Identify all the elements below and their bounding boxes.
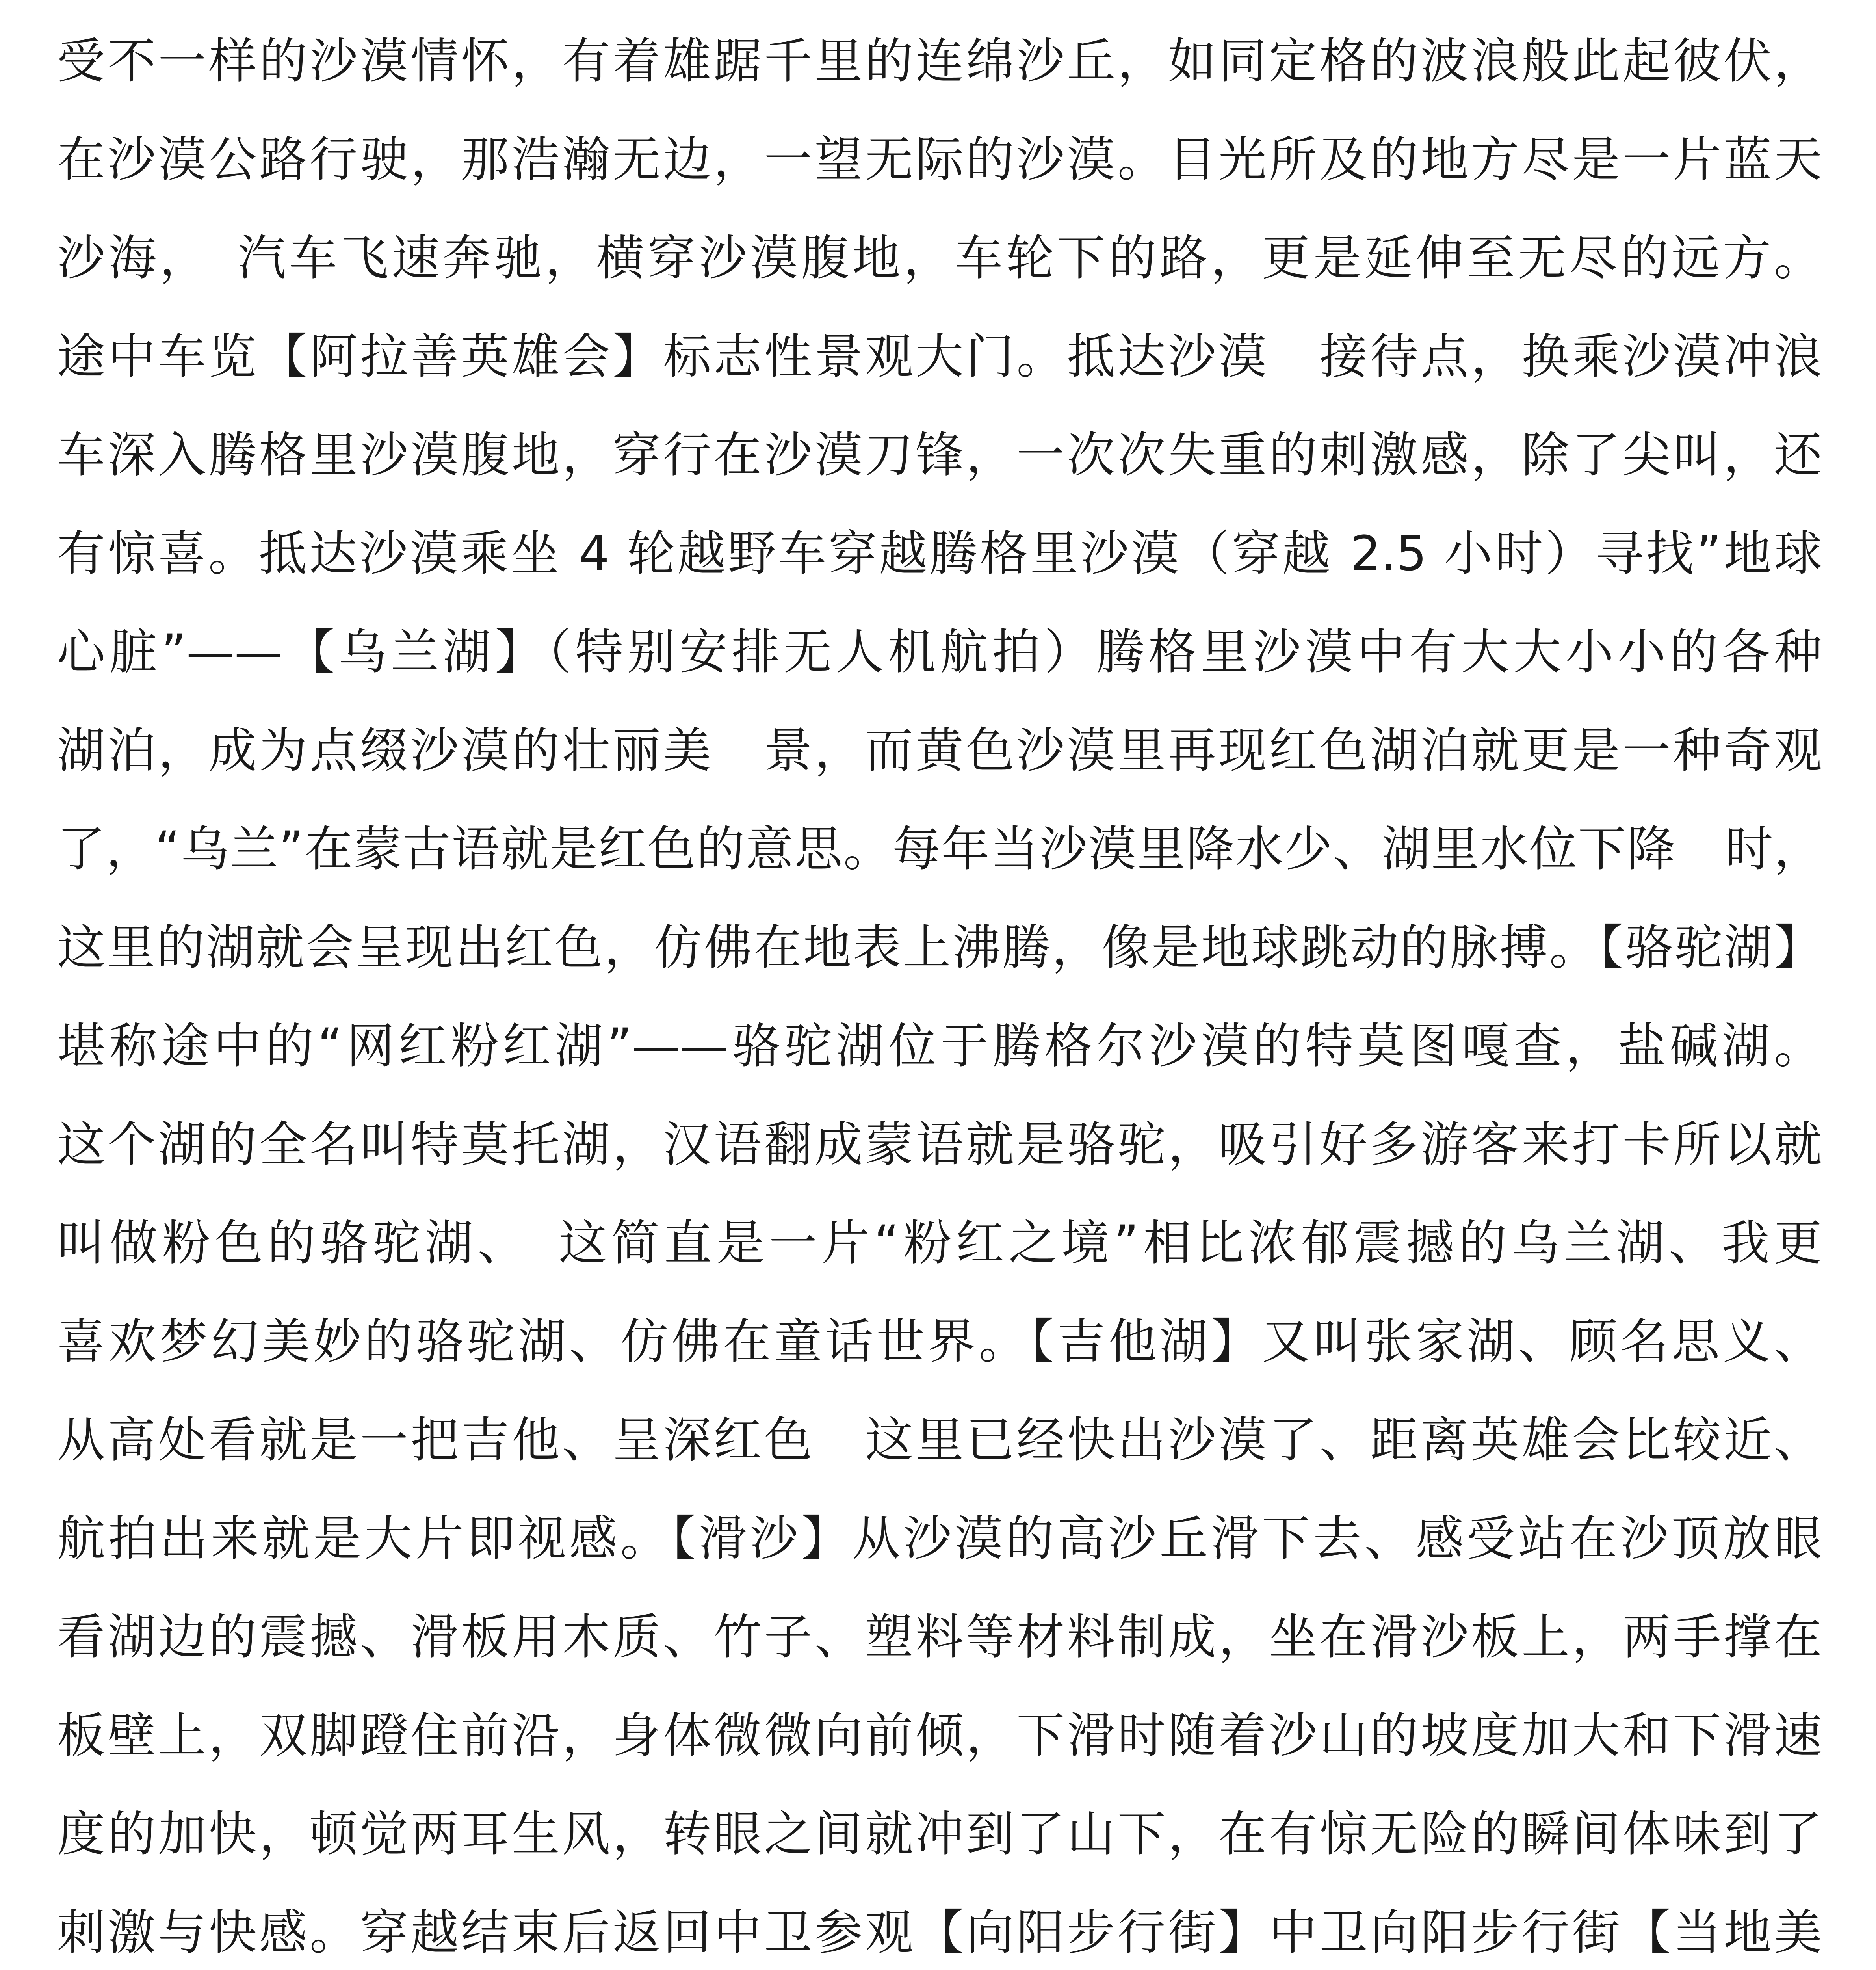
paragraph-line: 度的加快，顿觉两耳生风，转眼之间就冲到了山下，在有惊无险的瞬间体味到了 (57, 1806, 1822, 1862)
paragraph-line: 这里的湖就会呈现出红色，仿佛在地表上沸腾，像是地球跳动的脉搏。【骆驼湖】 (57, 920, 1822, 976)
paragraph-line: 湖泊，成为点缀沙漠的壮丽美 景，而黄色沙漠里再现红色湖泊就更是一种奇观 (57, 723, 1822, 779)
paragraph-line: 喜欢梦幻美妙的骆驼湖、仿佛在童话世界。【吉他湖】又叫张家湖、顾名思义、 (57, 1314, 1822, 1370)
paragraph-line: 心脏”——【乌兰湖】（特别安排无人机航拍）腾格里沙漠中有大大小小的各种 (57, 624, 1822, 680)
paragraph-line: 刺激与快感。穿越结束后返回中卫参观【向阳步行街】中卫向阳步行街【当地美 (57, 1905, 1822, 1961)
paragraph-line: 这个湖的全名叫特莫托湖，汉语翻成蒙语就是骆驼，吸引好多游客来打卡所以就 (57, 1117, 1822, 1173)
paragraph-line: 航拍出来就是大片即视感。【滑沙】从沙漠的高沙丘滑下去、感受站在沙顶放眼 (57, 1511, 1822, 1567)
paragraph-line: 叫做粉色的骆驼湖、 这简直是一片“粉红之境”相比浓郁震撼的乌兰湖、我更 (57, 1215, 1822, 1271)
paragraph-line: 看湖边的震撼、滑板用木质、竹子、塑料等材料制成，坐在滑沙板上，两手撑在 (57, 1609, 1822, 1665)
paragraph-line: 堪称途中的“网红粉红湖”——骆驼湖位于腾格尔沙漠的特莫图嘎查，盐碱湖。 (57, 1018, 1822, 1074)
paragraph-line: 受不一样的沙漠情怀，有着雄踞千里的连绵沙丘，如同定格的波浪般此起彼伏， (57, 33, 1822, 89)
paragraph-line: 了，“乌兰”在蒙古语就是红色的意思。每年当沙漠里降水少、湖里水位下降 时， (57, 821, 1822, 877)
paragraph-line: 从高处看就是一把吉他、呈深红色 这里已经快出沙漠了、距离英雄会比较近、 (57, 1412, 1822, 1468)
paragraph-line: 车深入腾格里沙漠腹地，穿行在沙漠刀锋，一次次失重的刺激感，除了尖叫，还 (57, 427, 1822, 483)
itinerary-paragraph (57, 12, 1822, 1970)
paragraph-line: 有惊喜。抵达沙漠乘坐 4 轮越野车穿越腾格里沙漠（穿越 2.5 小时）寻找”地球 (57, 526, 1822, 582)
paragraph-line: 沙海， 汽车飞速奔驰，横穿沙漠腹地，车轮下的路，更是延伸至无尽的远方。 (57, 230, 1822, 286)
paragraph-line: 板壁上，双脚蹬住前沿，身体微微向前倾，下滑时随着沙山的坡度加大和下滑速 (57, 1708, 1822, 1764)
paragraph-line: 在沙漠公路行驶，那浩瀚无边，一望无际的沙漠。目光所及的地方尽是一片蓝天 (57, 132, 1822, 188)
paragraph-line: 途中车览【阿拉善英雄会】标志性景观大门。抵达沙漠 接待点，换乘沙漠冲浪 (57, 329, 1822, 385)
